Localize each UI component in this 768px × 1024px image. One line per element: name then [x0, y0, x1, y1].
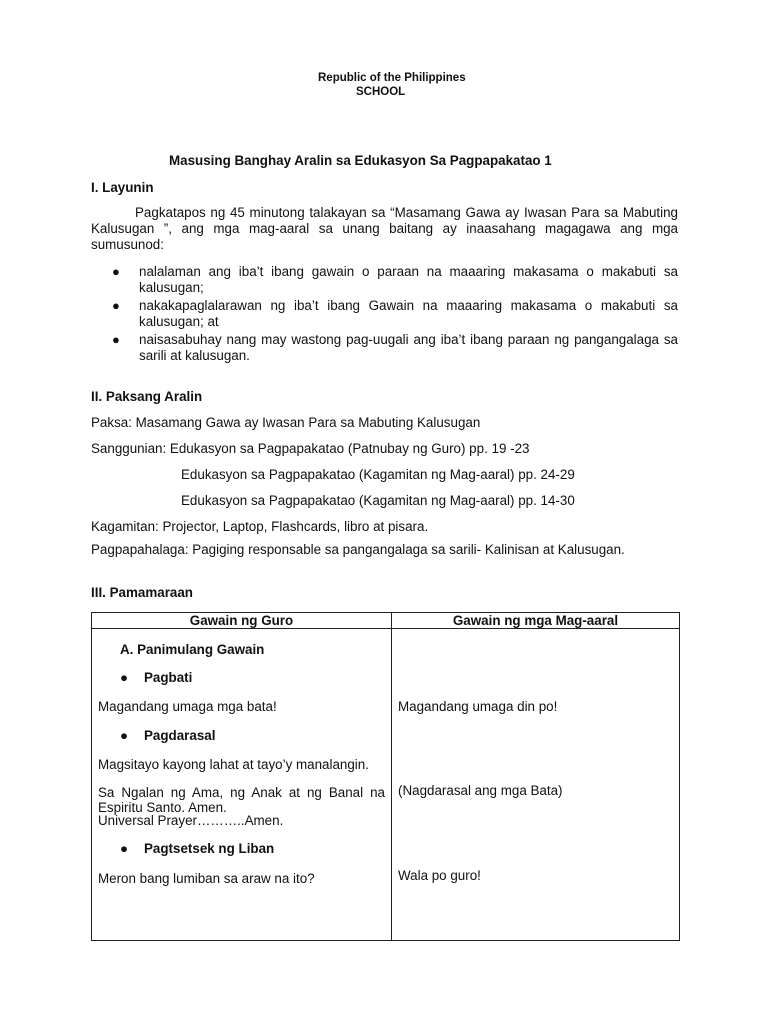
bullet-icon: ● — [120, 841, 129, 856]
bullet-icon: ● — [112, 264, 120, 279]
liban-teacher-text: Meron bang lumiban sa araw na ito? — [98, 871, 315, 886]
students-activity-cell — [392, 629, 680, 941]
bullet-icon: ● — [120, 728, 129, 743]
section-pamamaraan-heading: III. Pamamaraan — [91, 585, 193, 600]
pagdarasal-teacher-text: Magsitayo kayong lahat at tayo’y manalangin. — [98, 757, 369, 772]
reference-line: Edukasyon sa Pagpapakatao (Kagamitan ng Mag-aaral) pp. 14-30 — [181, 493, 575, 508]
pagpapahalaga-line: Pagpapahalaga: Pagiging responsable sa pangangalaga sa sarili- Kalinisan at Kalusugan. — [91, 542, 625, 557]
table-header-row — [92, 613, 680, 629]
liban-label: Pagtsetsek ng Liban — [144, 841, 275, 856]
document-title: Masusing Banghay Aralin sa Edukasyon Sa Pagpapakatao 1 — [169, 153, 552, 168]
column-header-students: Gawain ng mga Mag-aaral — [392, 613, 680, 629]
bullet-icon: ● — [112, 298, 120, 313]
column-header-teacher: Gawain ng Guro — [92, 613, 392, 629]
pagbati-teacher-text: Magandang umaga mga bata! — [98, 699, 277, 714]
kagamitan-line: Kagamitan: Projector, Laptop, Flashcards, libro at pisara. — [91, 519, 429, 534]
list-item: ● nakakapaglalarawan ng iba’t ibang Gawain na maaaring makasama o makabuti sa kalusugan; at — [112, 298, 678, 329]
sanggunian-line: Sanggunian: Edukasyon sa Pagpapakatao (Patnubay ng Guro) pp. 19 -23 — [91, 441, 530, 456]
pagdarasal-label: Pagdarasal — [144, 728, 216, 743]
reference-line: Edukasyon sa Pagpapakatao (Kagamitan ng Mag-aaral) pp. 24-29 — [181, 467, 575, 482]
list-item: ● naisasabuhay nang may wastong pag-uugali ang iba’t ibang paraan ng pangangalaga sa sarili at kalusugan. — [112, 332, 678, 363]
liban-students-text: Wala po guro! — [398, 868, 481, 883]
pagdarasal-teacher-text: Universal Prayer………..Amen. — [98, 813, 284, 828]
list-item: ● nalalaman ang iba’t ibang gawain o paraan na maaaring makasama o makabuti sa kalusugan; — [112, 264, 678, 295]
bullet-icon: ● — [112, 332, 120, 347]
layunin-bullet-list — [112, 264, 678, 366]
layunin-intro: Pagkatapos ng 45 minutong talakayan sa “Masamang Gawa ay Iwasan Para sa Mabuting Kalusugan ”, ang mga mag-aaral sa unang baitang ay inaasahang magagawa ang mga sumusunod: — [91, 205, 678, 252]
pagdarasal-teacher-text: Sa Ngalan ng Ama, ng Anak at ng Banal na Espiritu Santo. Amen. — [98, 785, 385, 815]
school-header: SCHOOL — [356, 86, 406, 98]
bullet-icon: ● — [120, 670, 129, 685]
table-row — [92, 629, 680, 941]
panimulang-gawain-heading: A. Panimulang Gawain — [120, 642, 265, 657]
republic-header: Republic of the Philippines — [318, 72, 466, 84]
pagbati-label: Pagbati — [144, 670, 193, 685]
section-paksang-aralin-heading: II. Paksang Aralin — [91, 389, 203, 404]
pagbati-students-text: Magandang umaga din po! — [398, 699, 558, 714]
section-layunin-heading: I. Layunin — [91, 180, 154, 195]
lesson-procedure-table — [91, 612, 680, 941]
pagdarasal-students-text: (Nagdarasal ang mga Bata) — [398, 783, 563, 798]
paksa-line: Paksa: Masamang Gawa ay Iwasan Para sa Mabuting Kalusugan — [91, 415, 481, 430]
teacher-activity-cell — [92, 629, 392, 941]
